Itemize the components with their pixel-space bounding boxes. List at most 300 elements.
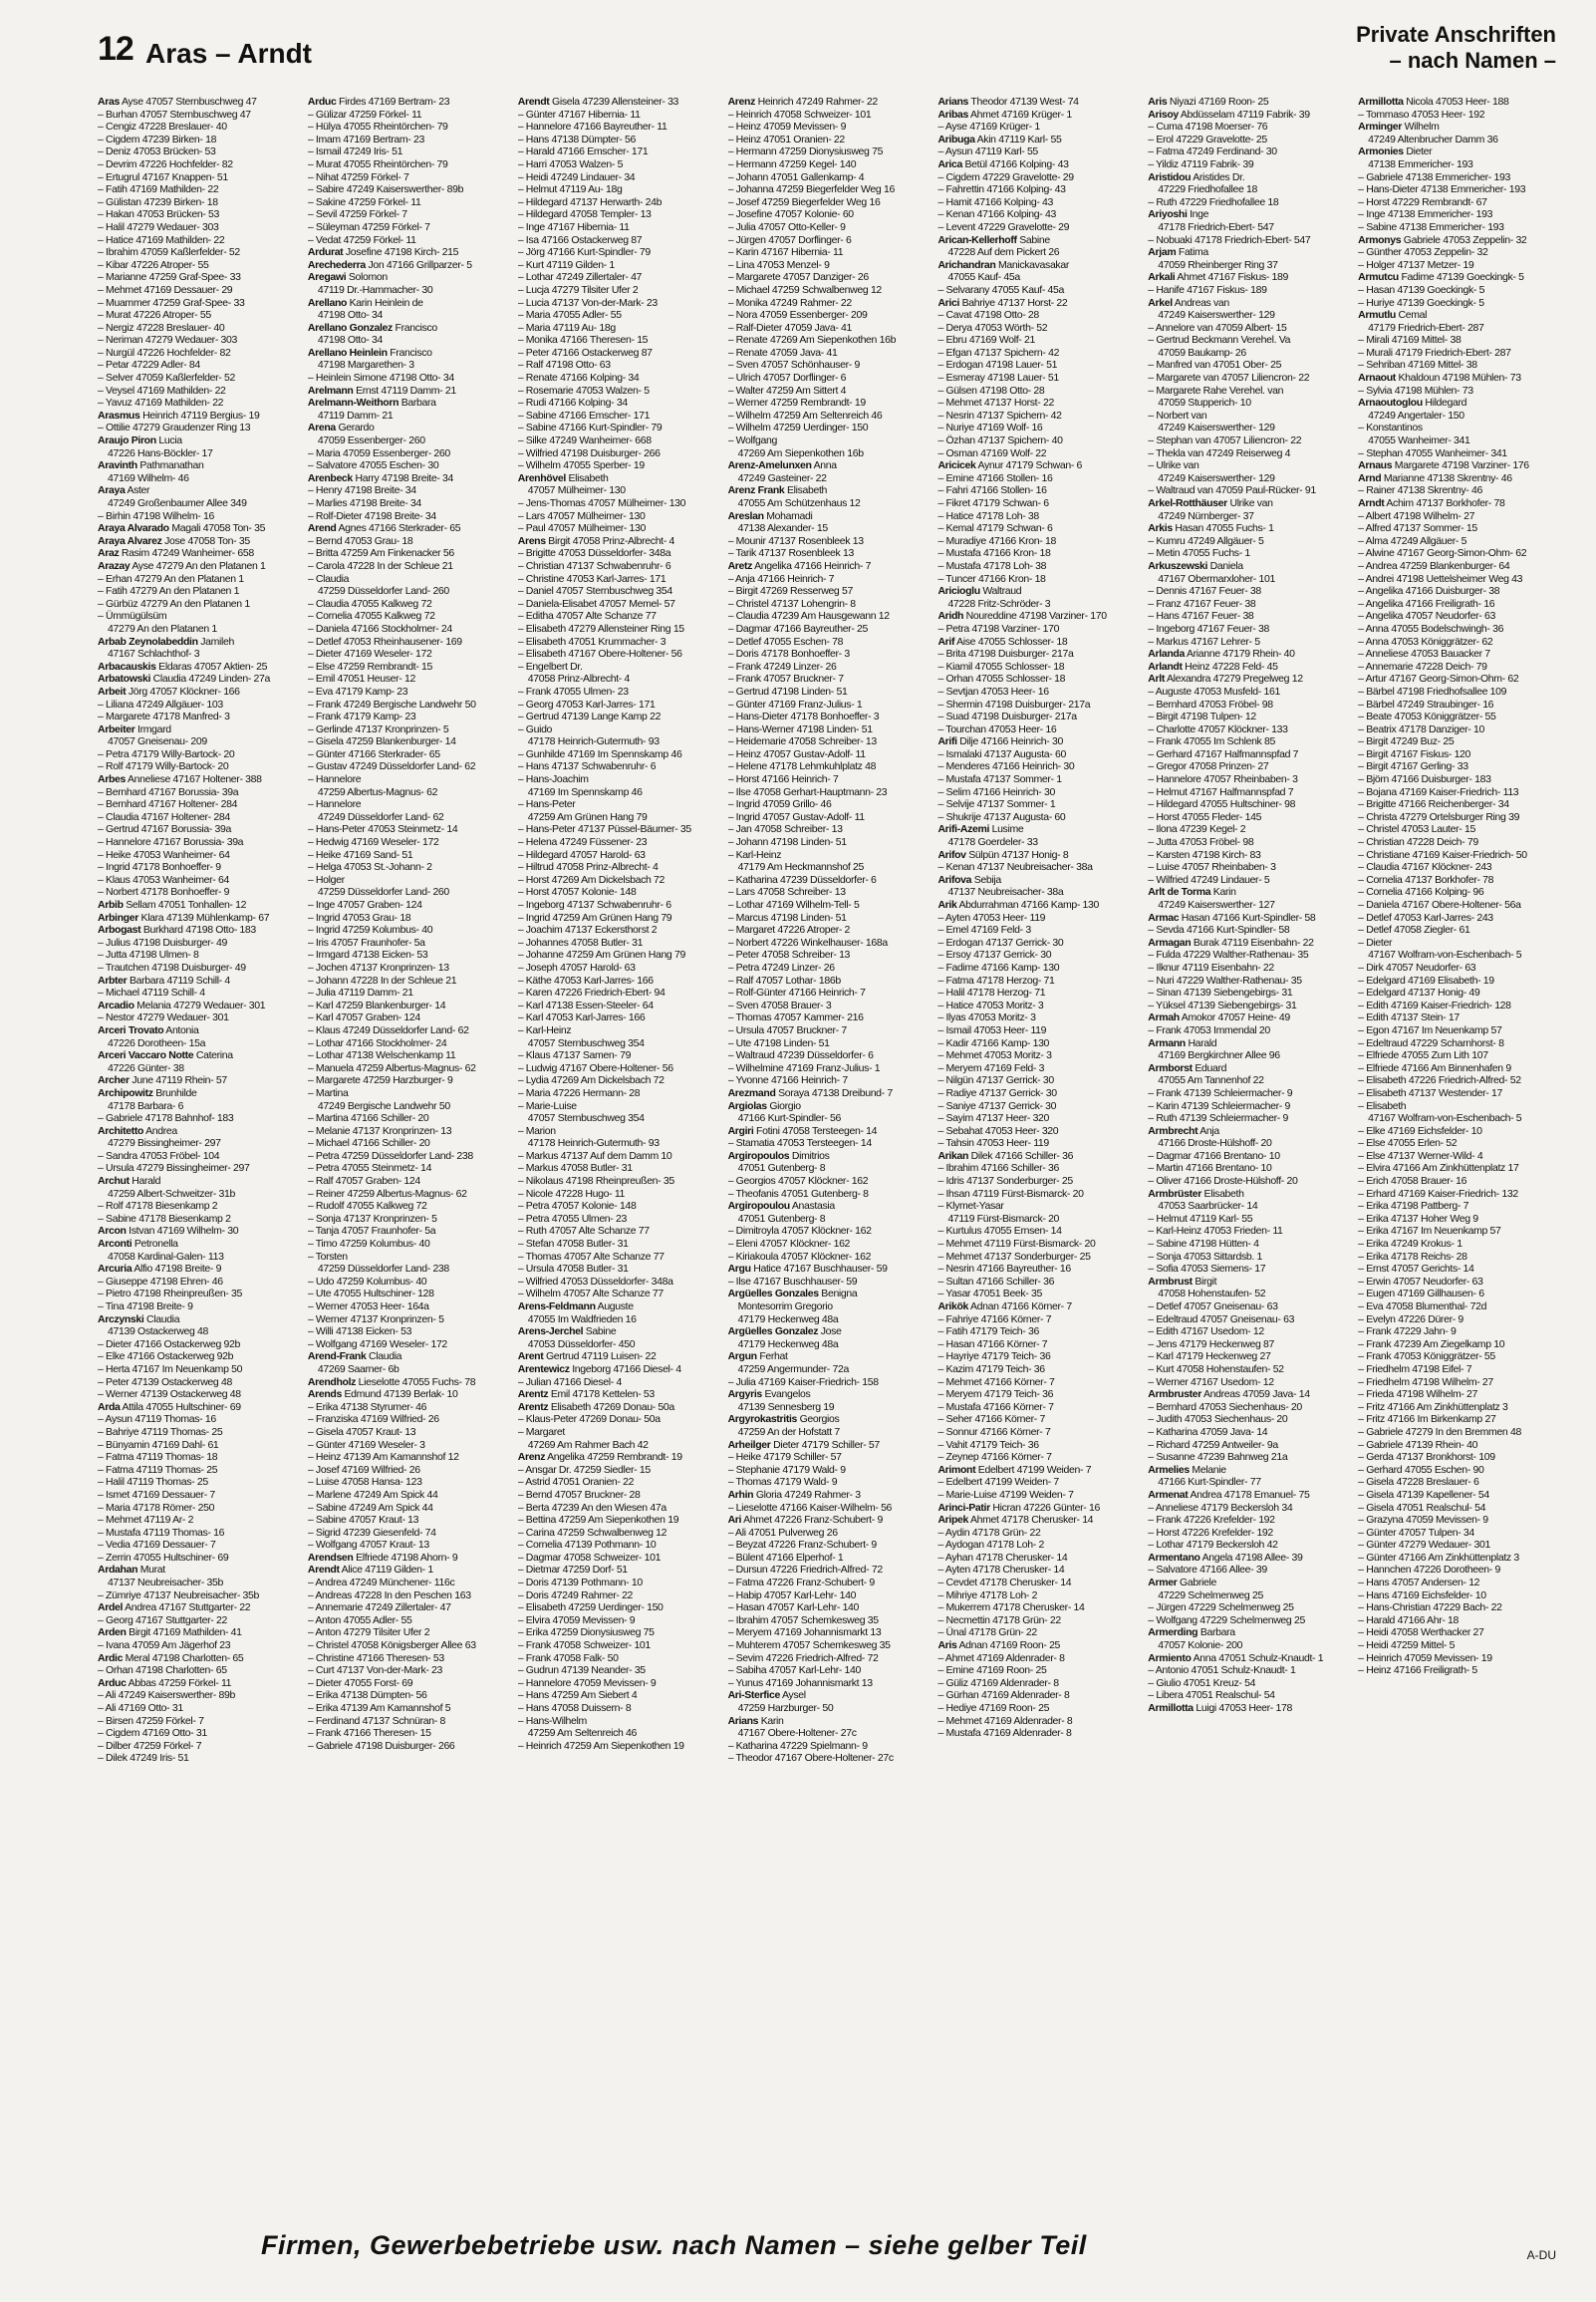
- entry-text: – Heike 47053 Wanheimer- 64: [98, 848, 230, 861]
- entry-text: – Margarete 47178 Manfred- 3: [98, 711, 230, 723]
- directory-entry: [518, 1614, 718, 1627]
- directory-entry: [728, 1162, 929, 1175]
- entry-surname: Argiropoulos: [727, 1149, 790, 1162]
- entry-text: – Alwine 47167 Georg-Simon-Ohm- 62: [1358, 547, 1527, 560]
- entry-text: – Ibrahim 47059 Kaßlerfelder- 52: [98, 246, 240, 259]
- entry-surname: Armillotta: [1148, 1702, 1194, 1714]
- entry-text: – Kemal 47179 Schwan- 6: [937, 522, 1053, 535]
- directory-entry: [518, 962, 718, 975]
- directory-entry: [518, 359, 718, 372]
- entry-text: – Christa 47279 Ortelsburger Ring 39: [1358, 810, 1520, 823]
- directory-entry: [308, 1577, 508, 1589]
- entry-text: – Inge 47138 Emmericher- 193: [1358, 208, 1493, 221]
- directory-entry: [728, 1489, 929, 1502]
- directory-entry: [728, 1626, 929, 1639]
- entry-text: – Helmut 47119 Karl- 55: [1148, 1212, 1253, 1225]
- directory-entry: [98, 109, 298, 122]
- directory-entry: [1358, 573, 1558, 586]
- entry-text: Anna: [811, 459, 837, 472]
- directory-entry: [308, 1740, 508, 1753]
- directory-entry: [1358, 1037, 1558, 1050]
- entry-text: – Cornelia 47137 Borkhofer- 78: [1358, 873, 1494, 886]
- entry-text: – Karl 47053 Karl-Jarres- 166: [517, 1011, 646, 1024]
- directory-entry: [308, 560, 508, 573]
- entry-text: Eldaras 47057 Aktien- 25: [155, 660, 268, 673]
- directory-entry: [1148, 760, 1348, 773]
- directory-entry: [1358, 208, 1558, 221]
- entry-text: – Mounir 47137 Rosenbleek 13: [727, 534, 864, 547]
- entry-text: – Anja 47166 Heinrich- 7: [727, 572, 835, 585]
- entry-text: – Detlef 47053 Rheinhausener- 169: [307, 635, 462, 648]
- directory-entry: [518, 1639, 718, 1652]
- entry-text: – Timo 47259 Kolumbus- 40: [307, 1238, 430, 1251]
- directory-entry: [728, 134, 929, 146]
- entry-text: – Cornelia 47166 Kolping- 96: [1358, 886, 1484, 899]
- entry-text: – Meryem 47169 Johannismarkt 13: [727, 1626, 882, 1639]
- entry-text: Ingeborg 47166 Diesel- 4: [569, 1362, 681, 1375]
- directory-entry: [98, 1325, 298, 1338]
- entry-text: – Günther 47053 Zeppelin- 32: [1358, 246, 1488, 259]
- directory-entry: [937, 1325, 1138, 1338]
- directory-entry: [98, 1577, 298, 1589]
- entry-text: – Dieter 47169 Weseler- 172: [307, 648, 432, 661]
- entry-text: – Wilfried 47249 Lindauer- 5: [1148, 873, 1270, 886]
- entry-text: 47166 Kurt-Spindler- 56: [737, 1112, 842, 1125]
- entry-surname: Araujo Piron: [98, 434, 156, 447]
- directory-column-2: [308, 96, 508, 2208]
- directory-entry: [98, 1350, 298, 1363]
- directory-entry: [518, 322, 718, 335]
- directory-entry: [937, 1702, 1138, 1715]
- entry-text: – Kenan 47137 Neubreisacher- 38a: [937, 861, 1093, 874]
- entry-text: 47279 An den Platanen 1: [108, 622, 217, 635]
- entry-text: – Ali 47169 Otto- 31: [98, 1702, 183, 1714]
- entry-text: – Lothar 47166 Stockholmer- 24: [307, 1036, 447, 1049]
- entry-text: Hicran 47226 Günter- 16: [989, 1501, 1100, 1514]
- directory-entry: [308, 522, 508, 535]
- directory-entry: [937, 836, 1138, 849]
- entry-text: – Efgan 47137 Spichern- 42: [937, 346, 1060, 359]
- entry-text: Gertrud 47119 Luisen- 22: [543, 1350, 657, 1363]
- entry-text: – Sven 47057 Schönhauser- 9: [727, 359, 860, 372]
- entry-text: – Klaus 47137 Samen- 79: [517, 1049, 632, 1062]
- entry-text: 47058 Kardinal-Galen- 113: [108, 1250, 224, 1263]
- directory-entry: [1148, 1502, 1348, 1515]
- entry-text: – Peter 47166 Ostackerweg 87: [517, 346, 653, 359]
- entry-surname: Arduc: [98, 1676, 127, 1689]
- directory-entry: [728, 322, 929, 335]
- entry-text: – Hans-Wilhelm: [517, 1714, 587, 1727]
- directory-entry: [1148, 1489, 1348, 1502]
- entry-text: – Ingrid 47259 Am Grünen Hang 79: [517, 911, 672, 924]
- entry-text: – Klaus 47053 Wanheimer- 64: [98, 873, 229, 886]
- entry-surname: Arends: [307, 1388, 342, 1401]
- entry-text: – Süleyman 47259 Förkel- 7: [307, 220, 430, 233]
- entry-text: – Anna 47053 Königgrätzer- 62: [1358, 635, 1493, 648]
- directory-entry: [1358, 1137, 1558, 1150]
- footer-region-code: A-DU: [1526, 2248, 1556, 2262]
- entry-text: – Astrid 47051 Oranien- 22: [517, 1476, 635, 1489]
- directory-entry: [1148, 410, 1348, 423]
- entry-surname: Armbrecht: [1148, 1124, 1198, 1137]
- directory-entry: [308, 1000, 508, 1012]
- entry-text: – Edelgard 47169 Elisabeth- 19: [1358, 974, 1494, 987]
- entry-text: – Werner 47167 Usedom- 12: [1148, 1375, 1274, 1388]
- entry-text: Josefine 47198 Kirch- 215: [343, 246, 459, 259]
- directory-entry: [98, 1702, 298, 1715]
- directory-entry: [308, 1639, 508, 1652]
- directory-entry: [518, 1601, 718, 1614]
- entry-text: – Rudi 47166 Kolping- 34: [517, 397, 628, 410]
- entry-surname: Arasmus: [98, 409, 140, 422]
- directory-entry: [1148, 735, 1348, 748]
- entry-text: 47228 Auf dem Pickert 26: [947, 246, 1060, 259]
- directory-entry: [1148, 1175, 1348, 1188]
- directory-entry: [728, 937, 929, 950]
- directory-entry: [98, 1451, 298, 1464]
- entry-text: 47249 Großenbaumer Allee 349: [108, 497, 247, 509]
- entry-text: – Ursula 47279 Bissingheimer- 297: [98, 1162, 250, 1175]
- directory-entry: [98, 271, 298, 284]
- entry-text: Jamileh: [197, 635, 235, 648]
- directory-entry: [1358, 1188, 1558, 1201]
- entry-text: – Petra 47055 Steinmetz- 14: [307, 1162, 432, 1175]
- directory-entry: [1358, 1388, 1558, 1401]
- entry-text: – Osman 47169 Wolf- 22: [937, 446, 1047, 459]
- page-header: [0, 0, 1596, 80]
- entry-text: – Horst 47226 Krefelder- 192: [1148, 1526, 1273, 1539]
- entry-text: – Josef 47259 Biegerfelder Weg 16: [727, 195, 881, 208]
- directory-entry: [1358, 1011, 1558, 1024]
- directory-entry: [1358, 1238, 1558, 1251]
- entry-surname: Arenhövel: [517, 471, 566, 484]
- entry-surname: Argu: [727, 1263, 751, 1276]
- entry-text: – Sabire 47249 Kaiserswerther- 89b: [307, 183, 464, 196]
- entry-text: – Gülistan 47239 Birken- 18: [98, 195, 218, 208]
- entry-text: – Eva 47058 Blumenthal- 72d: [1358, 1300, 1487, 1312]
- entry-text: Meral 47198 Charlotten- 65: [123, 1651, 244, 1664]
- entry-text: Edmund 47139 Berlak- 10: [341, 1388, 458, 1401]
- directory-entry: [518, 760, 718, 773]
- entry-surname: Areslan: [727, 509, 764, 522]
- entry-text: – Maria 47059 Essenberger- 260: [307, 446, 450, 459]
- entry-text: – Julia 47119 Damm- 21: [307, 987, 413, 1000]
- entry-text: – Menderes 47166 Heinrich- 30: [937, 760, 1075, 773]
- entry-text: – Hildegard 47057 Harold- 63: [517, 848, 646, 861]
- entry-text: – Maria 47178 Römer- 250: [98, 1501, 215, 1514]
- directory-entry: [1148, 1464, 1348, 1477]
- directory-entry: [98, 1150, 298, 1163]
- entry-text: Niyazi 47169 Roon- 25: [1167, 96, 1269, 108]
- entry-text: – Sevtjan 47053 Heer- 16: [937, 685, 1049, 698]
- entry-text: – Sultan 47166 Schiller- 36: [937, 1275, 1055, 1288]
- entry-text: Heinrich 47249 Rahmer- 22: [755, 96, 878, 108]
- directory-entry: [728, 1664, 929, 1677]
- entry-text: Dilje 47166 Heinrich- 30: [956, 735, 1063, 748]
- entry-text: Harald: [1185, 1036, 1217, 1049]
- entry-surname: Argiolas: [727, 1099, 767, 1112]
- entry-text: Waltraud: [979, 585, 1022, 598]
- entry-text: Fatima: [1176, 246, 1208, 259]
- entry-text: – Erika 47137 Hoher Weg 9: [1358, 1212, 1478, 1225]
- entry-text: Sabine: [1016, 233, 1050, 246]
- entry-text: – Hans 47259 Am Siebert 4: [517, 1689, 638, 1702]
- entry-text: – Johann 47051 Gallenkamp- 4: [727, 170, 865, 183]
- directory-entry: [1358, 1074, 1558, 1087]
- entry-text: Evangelos: [761, 1388, 811, 1401]
- entry-text: – Annemarie 47249 Zillertaler- 47: [307, 1601, 451, 1614]
- directory-entry: [1148, 975, 1348, 988]
- directory-entry: [937, 259, 1138, 272]
- directory-entry: [728, 962, 929, 975]
- entry-text: 47057 Sternbuschweg 354: [527, 1036, 645, 1049]
- directory-entry: [518, 510, 718, 523]
- directory-entry: [937, 1552, 1138, 1565]
- directory-entry: [1148, 962, 1348, 975]
- entry-text: 47259 Düsseldorfer Land- 238: [317, 1263, 449, 1276]
- directory-entry: [518, 1413, 718, 1426]
- directory-entry: [1148, 610, 1348, 623]
- directory-entry: [1148, 987, 1348, 1000]
- directory-entry: [728, 585, 929, 598]
- entry-text: – Dieter 47055 Forst- 69: [307, 1676, 413, 1689]
- entry-text: – Georg 47053 Karl-Jarres- 171: [517, 698, 656, 711]
- directory-entry: [1148, 1150, 1348, 1163]
- entry-text: – Rudolf 47055 Kalkweg 72: [307, 1200, 427, 1213]
- directory-entry: [728, 573, 929, 586]
- directory-entry: [1148, 246, 1348, 259]
- entry-text: – Halil 47119 Thomas- 25: [98, 1476, 208, 1489]
- directory-entry: [308, 975, 508, 988]
- directory-entry: [1358, 1350, 1558, 1363]
- entry-text: – Ralf 47198 Otto- 63: [517, 359, 611, 372]
- directory-entry: [1358, 1200, 1558, 1213]
- entry-text: – Elisabeth: [1358, 1099, 1407, 1112]
- entry-surname: Arellano Heinlein: [307, 346, 388, 359]
- entry-text: 47055 Am Schützenhaus 12: [737, 497, 861, 509]
- directory-entry: [308, 1049, 508, 1062]
- entry-text: – Wolfgang: [727, 434, 778, 447]
- directory-entry: [1358, 359, 1558, 372]
- entry-text: Anna 47051 Schulz-Knaudt- 1: [1191, 1651, 1324, 1664]
- entry-text: 47259 Am Seltenreich 46: [527, 1727, 637, 1740]
- directory-entry: [308, 1162, 508, 1175]
- entry-text: – Andrea 47249 Münchener- 116c: [307, 1577, 455, 1589]
- directory-entry: [98, 1137, 298, 1150]
- entry-text: – Bettina 47259 Am Siepenkothen 19: [517, 1514, 679, 1527]
- entry-text: Andreas van: [1172, 296, 1229, 309]
- entry-text: – Hildegard 47055 Hultschiner- 98: [1148, 798, 1296, 811]
- directory-entry: [1148, 309, 1348, 322]
- directory-entry: [98, 145, 298, 158]
- entry-text: Gabriele 47053 Zeppelin- 32: [1401, 233, 1527, 246]
- directory-entry: [728, 1300, 929, 1313]
- directory-entry: [728, 1376, 929, 1389]
- entry-text: – Franz 47167 Feuer- 38: [1148, 597, 1256, 610]
- directory-entry: [1358, 836, 1558, 849]
- directory-entry: [728, 447, 929, 460]
- directory-entry: [937, 1238, 1138, 1251]
- directory-entry: [728, 459, 929, 472]
- directory-entry: [1358, 145, 1558, 158]
- entry-text: – Karen 47226 Friedrich-Ebert- 94: [517, 987, 665, 1000]
- entry-surname: Aris: [937, 1639, 957, 1652]
- entry-text: – Daniel 47057 Sternbuschweg 354: [517, 585, 672, 598]
- entry-text: – Frank 47249 Linzer- 26: [727, 660, 837, 673]
- entry-text: – Hakan 47053 Brücken- 53: [98, 208, 220, 221]
- entry-surname: Arbes: [98, 773, 127, 786]
- directory-entry: [1358, 1276, 1558, 1289]
- directory-entry: [1148, 849, 1348, 862]
- directory-entry: [98, 447, 298, 460]
- entry-text: 47055 Wanheimer- 341: [1368, 434, 1470, 447]
- entry-text: – Sabine 47138 Emmericher- 193: [1358, 220, 1504, 233]
- entry-text: – Mehmet 47166 Körner- 7: [937, 1375, 1055, 1388]
- directory-entry: [308, 96, 508, 109]
- entry-text: – Edith 47167 Usedom- 12: [1148, 1325, 1264, 1338]
- directory-entry: [1358, 1300, 1558, 1313]
- directory-entry: [1148, 359, 1348, 372]
- entry-text: – Frank 47226 Krefelder- 192: [1148, 1514, 1275, 1527]
- directory-entry: [308, 1715, 508, 1728]
- entry-surname: Arend: [307, 522, 337, 535]
- entry-surname: Archut: [98, 1175, 130, 1188]
- directory-entry: [98, 1614, 298, 1627]
- entry-text: Ahmet 47226 Franz-Schubert- 9: [741, 1514, 883, 1527]
- entry-text: Heinz 47228 Feld- 45: [1182, 660, 1278, 673]
- entry-text: 47119 Damm- 21: [317, 409, 394, 422]
- directory-entry: [98, 1527, 298, 1540]
- directory-entry: [98, 1200, 298, 1213]
- directory-entry: [1148, 823, 1348, 836]
- directory-entry: [1358, 134, 1558, 146]
- directory-entry: [518, 422, 718, 434]
- directory-entry: [937, 1539, 1138, 1552]
- entry-text: – Vahit 47179 Teich- 36: [937, 1438, 1039, 1451]
- directory-entry: [937, 234, 1138, 247]
- entry-text: Birgit: [1192, 1275, 1217, 1288]
- directory-entry: [98, 96, 298, 109]
- entry-text: – Martin 47166 Brentano- 10: [1148, 1162, 1272, 1175]
- directory-entry: [728, 1451, 929, 1464]
- entry-text: Hasan 47055 Fuchs- 1: [1172, 522, 1274, 535]
- entry-text: – Jörg 47166 Kurt-Spindler- 79: [517, 246, 651, 259]
- entry-surname: Arimont: [937, 1463, 976, 1476]
- entry-surname: Arens-Jerchel: [517, 1325, 584, 1338]
- directory-entry: [937, 987, 1138, 1000]
- entry-text: – Petar 47229 Adler- 84: [98, 359, 200, 372]
- directory-entry: [308, 1062, 508, 1075]
- entry-text: – Christine 47166 Theresen- 53: [307, 1651, 444, 1664]
- directory-entry: [518, 309, 718, 322]
- entry-text: – Heinz 47059 Mevissen- 9: [727, 121, 847, 134]
- entry-text: – Jürgen 47229 Schelmenweg 25: [1148, 1601, 1294, 1614]
- entry-text: – Heinz 47051 Oranien- 22: [727, 133, 845, 145]
- entry-text: Pathmanathan: [136, 459, 204, 472]
- entry-text: Angelika 47166 Heinrich- 7: [752, 559, 872, 572]
- entry-text: – Frank 47249 Bergische Landwehr 50: [307, 698, 476, 711]
- directory-entry: [308, 1263, 508, 1276]
- directory-entry: [937, 899, 1138, 912]
- directory-entry: [308, 648, 508, 661]
- entry-text: 47055 Im Waldfrieden 16: [527, 1312, 637, 1325]
- directory-entry: [937, 1388, 1138, 1401]
- entry-text: Klara 47139 Mühlenkamp- 67: [137, 911, 270, 924]
- entry-text: 47057 Mülheimer- 130: [527, 484, 626, 497]
- directory-entry: [518, 1251, 718, 1264]
- entry-text: – Marie-Luise 47199 Weiden- 7: [937, 1488, 1074, 1501]
- directory-entry: [937, 1727, 1138, 1740]
- directory-entry: [1148, 1677, 1348, 1690]
- entry-text: – Petra 47179 Willy-Bartock- 20: [98, 747, 235, 760]
- directory-entry: [98, 309, 298, 322]
- entry-text: Francisco: [392, 321, 437, 334]
- directory-entry: [98, 811, 298, 824]
- directory-entry: [1148, 271, 1348, 284]
- entry-text: – Mustafa 47178 Loh- 38: [937, 559, 1047, 572]
- directory-entry: [308, 849, 508, 862]
- entry-text: – Yasar 47051 Beek- 35: [937, 1288, 1043, 1300]
- entry-text: – Werner 47137 Kronprinzen- 5: [307, 1312, 444, 1325]
- directory-entry: [728, 1200, 929, 1213]
- entry-surname: Ardic: [98, 1651, 124, 1664]
- entry-surname: Ariyoshi: [1148, 208, 1188, 221]
- entry-surname: Armbruster: [1148, 1388, 1201, 1401]
- entry-surname: Arent: [517, 1350, 544, 1363]
- entry-surname: Araz: [98, 547, 120, 560]
- entry-surname: Argiropoulou: [727, 1200, 790, 1213]
- directory-entry: [728, 1011, 929, 1024]
- directory-entry: [518, 1112, 718, 1125]
- entry-text: – Julia 47169 Kaiser-Friedrich- 158: [727, 1375, 879, 1388]
- directory-entry: [728, 1263, 929, 1276]
- directory-entry: [308, 1464, 508, 1477]
- entry-text: – Günter 47169 Franz-Julius- 1: [727, 698, 863, 711]
- directory-entry: [518, 748, 718, 761]
- entry-text: – Elke 47169 Eichsfelder- 10: [1358, 1124, 1482, 1137]
- entry-text: Elfriede 47198 Ahorn- 9: [353, 1551, 458, 1564]
- directory-entry: [518, 1100, 718, 1113]
- entry-text: – Claudia 47167 Holtener- 284: [98, 810, 230, 823]
- directory-entry: [728, 535, 929, 548]
- entry-text: – Erwin 47057 Neudorfer- 63: [1358, 1275, 1483, 1288]
- entry-text: Giorgio: [766, 1099, 801, 1112]
- directory-entry: [937, 636, 1138, 649]
- entry-text: Lieselotte 47055 Fuchs- 78: [356, 1375, 476, 1388]
- entry-text: – Bärbel 47198 Friedhofsallee 109: [1358, 685, 1507, 698]
- entry-text: – Murat 47226 Atroper- 55: [98, 309, 211, 322]
- entry-text: – Claudia 47055 Kalkweg 72: [307, 597, 432, 610]
- directory-entry: [728, 484, 929, 497]
- directory-entry: [1358, 171, 1558, 184]
- entry-surname: Aripek: [937, 1514, 969, 1527]
- entry-surname: Arnaoutoglou: [1358, 397, 1423, 410]
- directory-entry: [98, 1100, 298, 1113]
- directory-entry: [308, 1401, 508, 1414]
- entry-text: – Gertrud 47139 Lange Kamp 22: [517, 711, 662, 723]
- entry-text: 47167 Obermarxloher- 101: [1158, 572, 1275, 585]
- directory-entry: [1148, 96, 1348, 109]
- directory-entry: [937, 1000, 1138, 1012]
- entry-text: 47051 Gutenberg- 8: [737, 1162, 826, 1175]
- directory-entry: [518, 1552, 718, 1565]
- directory-entry: [728, 711, 929, 723]
- entry-surname: Armenat: [1148, 1488, 1189, 1501]
- entry-text: – Artur 47167 Georg-Simon-Ohm- 62: [1358, 673, 1519, 686]
- entry-text: – Günter 47166 Sterkrader- 65: [307, 747, 440, 760]
- directory-entry: [518, 673, 718, 686]
- entry-text: – Renate 47166 Kolping- 34: [517, 372, 640, 385]
